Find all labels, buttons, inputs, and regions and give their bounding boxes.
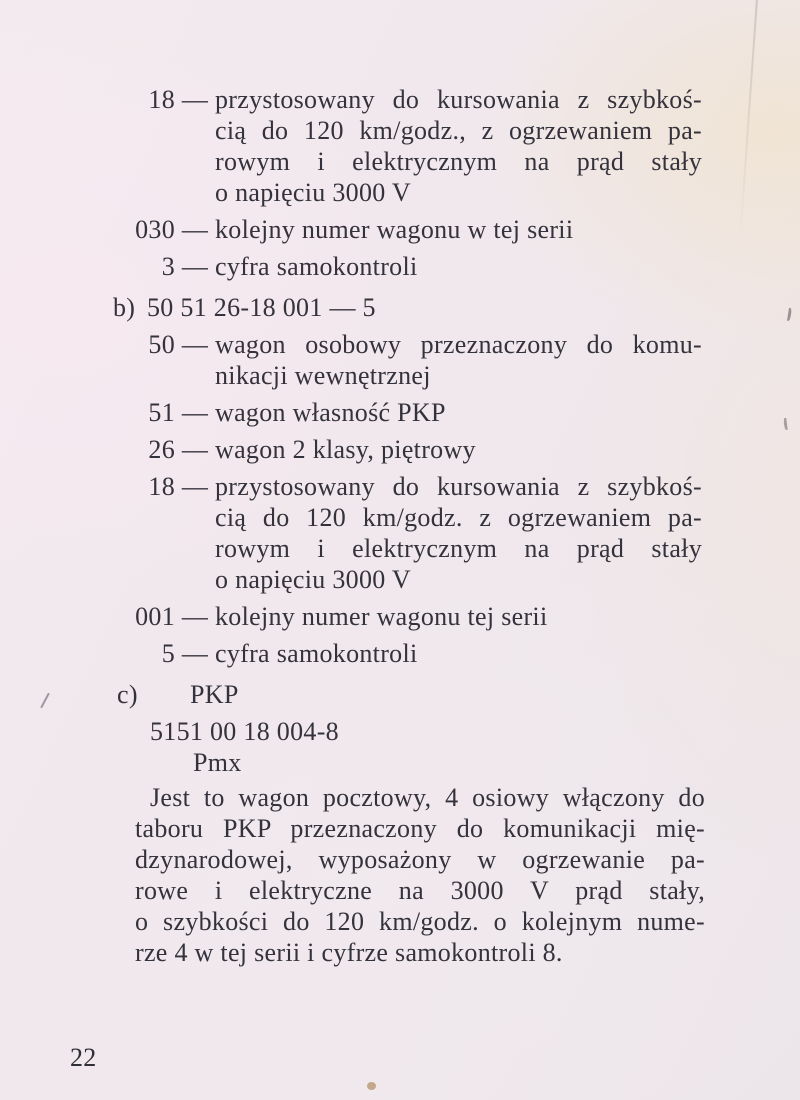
def-dash: — <box>181 330 209 359</box>
wagon-series: Pmx <box>193 748 242 777</box>
def-item <box>113 601 705 632</box>
paragraph-line: taboru PKP przeznaczony do komunikacji mię- <box>135 814 705 843</box>
def-dash: — <box>181 215 209 244</box>
def-item <box>113 638 705 669</box>
pen-mark <box>40 693 50 709</box>
def-term: 5 <box>161 639 175 668</box>
section-a <box>113 84 705 282</box>
def-line: cią do 120 km/godz. z ogrzewaniem pa- <box>215 503 702 532</box>
def-line: kolejny numer wagonu tej serii <box>215 602 548 631</box>
def-line: kolejny numer wagonu w tej serii <box>215 215 574 244</box>
def-dash: — <box>181 602 209 631</box>
def-term: 51 <box>148 398 175 427</box>
def-dash: — <box>181 472 209 501</box>
def-line: przystosowany do kursowania z szybkoś- <box>215 472 702 501</box>
section-b-heading: 50 51 26-18 001 — 5 <box>147 293 376 322</box>
paper-crease <box>739 0 758 238</box>
section-c-heading: PKP <box>190 680 239 709</box>
description-paragraph <box>135 782 705 968</box>
def-term: 18 <box>148 85 175 114</box>
paragraph-line: rowe i elektryczne na 3000 V prąd stały, <box>135 876 705 905</box>
def-text <box>215 471 702 595</box>
def-item <box>113 397 705 428</box>
def-line: rowym i elektrycznym na prąd stały <box>215 147 702 176</box>
paragraph-line: o szybkości do 120 km/godz. o kolejnym nume- <box>135 907 705 936</box>
section-c <box>113 679 705 968</box>
section-b-heading-row <box>113 292 705 323</box>
def-line: wagon 2 klasy, piętrowy <box>215 435 476 464</box>
section-c-label: c) <box>117 680 138 709</box>
def-line: wagon osobowy przeznaczony do komu- <box>215 330 702 359</box>
def-dash: — <box>181 252 209 281</box>
def-text <box>215 329 702 391</box>
def-text <box>215 601 702 632</box>
paragraph-line: rze 4 w tej serii i cyfrze samokontroli 8. <box>135 938 563 967</box>
def-text <box>215 397 702 428</box>
def-term: 3 <box>161 252 175 281</box>
def-term: 26 <box>148 435 175 464</box>
page-number: 22 <box>70 1043 97 1072</box>
def-item <box>113 84 705 208</box>
section-b-label: b) <box>113 293 136 322</box>
def-text <box>215 84 702 208</box>
def-line: o napięciu 3000 V <box>215 565 411 594</box>
edge-fleck <box>783 418 787 430</box>
def-line: nikacji wewnętrznej <box>215 361 431 390</box>
def-text <box>215 434 702 465</box>
def-line: przystosowany do kursowania z szybkoś- <box>215 85 702 114</box>
def-item <box>113 434 705 465</box>
paper-stain <box>367 1082 376 1090</box>
def-item <box>113 251 705 282</box>
def-dash: — <box>181 435 209 464</box>
def-term: 030 <box>135 215 175 244</box>
def-line: rowym i elektrycznym na prąd stały <box>215 534 702 563</box>
edge-fleck <box>787 308 792 321</box>
def-line: o napięciu 3000 V <box>215 178 411 207</box>
def-term: 50 <box>148 330 175 359</box>
def-text <box>215 638 702 669</box>
def-dash: — <box>181 398 209 427</box>
section-b <box>113 292 705 669</box>
def-text <box>215 214 702 245</box>
def-line: wagon własność PKP <box>215 398 446 427</box>
def-text <box>215 251 702 282</box>
wagon-code: 5151 00 18 004-8 <box>150 717 339 746</box>
def-dash: — <box>181 639 209 668</box>
paragraph-line: dzynarodowej, wyposażony w ogrzewanie pa- <box>135 845 705 874</box>
def-line: cyfra samokontroli <box>215 639 418 668</box>
def-term: 001 <box>135 602 175 631</box>
section-c-heading-row <box>113 679 705 710</box>
def-item <box>113 214 705 245</box>
paragraph-line: Jest to wagon pocztowy, 4 osiowy włączony do <box>150 783 705 812</box>
def-dash: — <box>181 85 209 114</box>
def-line: cią do 120 km/godz., z ogrzewaniem pa- <box>215 116 702 145</box>
def-item <box>113 471 705 595</box>
def-line: cyfra samokontroli <box>215 252 418 281</box>
page-content <box>113 84 705 968</box>
def-term: 18 <box>148 472 175 501</box>
def-item <box>113 329 705 391</box>
